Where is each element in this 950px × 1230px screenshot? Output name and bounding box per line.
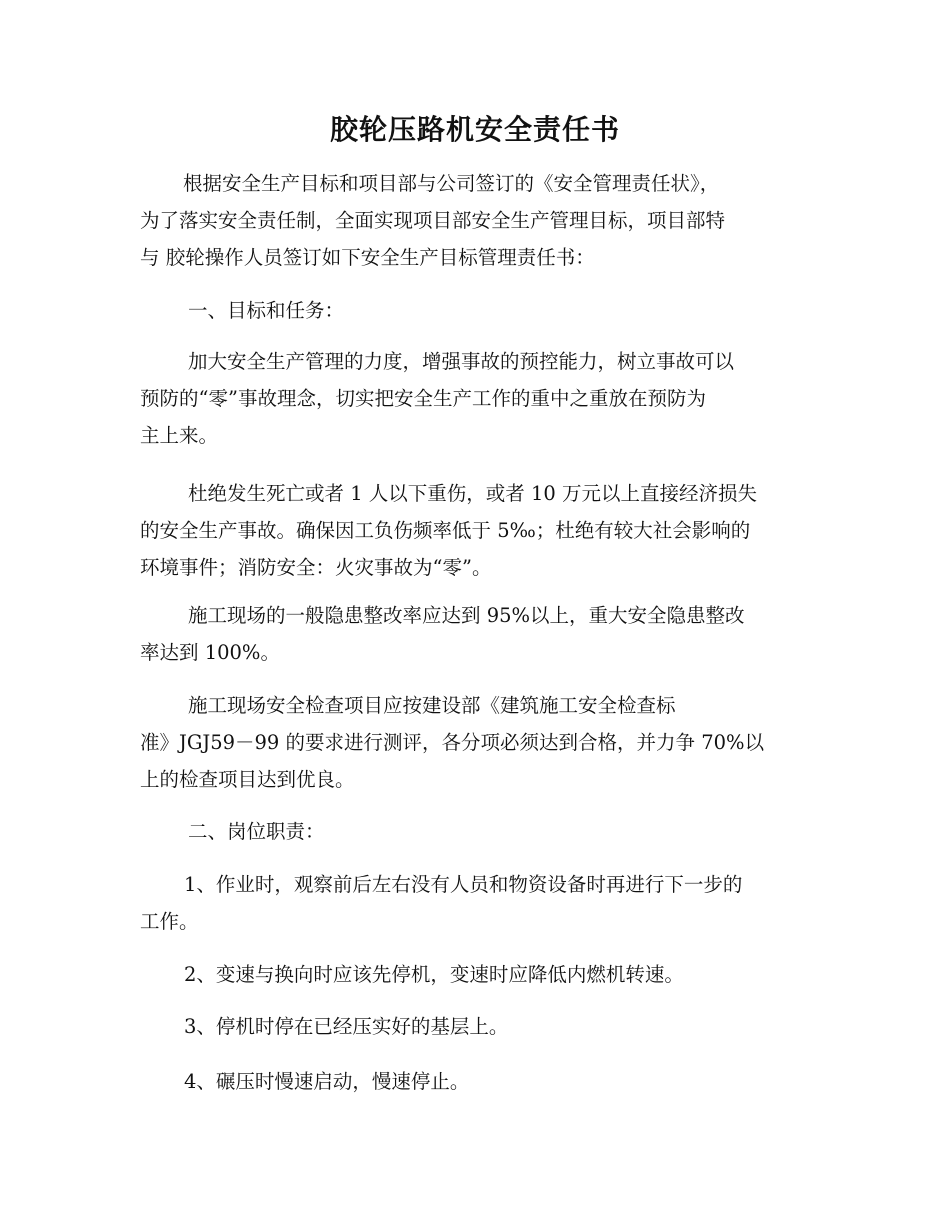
section-heading-duties (140, 813, 820, 850)
paragraph-line: 的安全生产事故。确保因工负伤频率低于 5‰；杜绝有较大社会影响的 (140, 519, 751, 542)
paragraph-line: 与 胶轮操作人员签订如下安全生产目标管理责任书： (140, 246, 595, 269)
paragraph-line: 预防的“零”事故理念，切实把安全生产工作的重中之重放在预防为 (140, 387, 706, 410)
duty-item-3 (140, 1008, 820, 1045)
paragraph-line: 根据安全生产目标和项目部与公司签订的《安全管理责任状》， (183, 172, 720, 195)
heading-text: 一、目标和任务： (188, 299, 345, 322)
paragraph-line: 环境事件；消防安全：火灾事故为“零”。 (140, 556, 492, 579)
paragraph-line: 3、停机时停在已经压实好的基层上。 (184, 1015, 509, 1038)
paragraph-line: 1、作业时，观察前后左右没有人员和物资设备时再进行下一步的 (184, 873, 743, 896)
paragraph-line: 工作。 (140, 910, 199, 933)
paragraph-line: 上的检查项目达到优良。 (140, 768, 355, 791)
paragraph-line: 施工现场安全检查项目应按建设部《建筑施工安全检查标 (188, 694, 676, 717)
goal-paragraph-prevention (140, 343, 820, 454)
paragraph-line: 加大安全生产管理的力度，增强事故的预控能力，树立事故可以 (188, 350, 735, 373)
paragraph-line: 2、变速与换向时应该先停机，变速时应降低内燃机转速。 (184, 963, 684, 986)
goal-paragraph-accidents (140, 475, 820, 586)
heading-text: 二、岗位职责： (188, 820, 325, 843)
section-heading-goals (140, 292, 820, 329)
paragraph-line: 4、碾压时慢速启动，慢速停止。 (184, 1070, 470, 1093)
document-title: 胶轮压路机安全责任书 (329, 113, 620, 146)
paragraph-line: 率达到 100%。 (140, 641, 280, 664)
duty-item-1 (140, 866, 820, 940)
paragraph-line: 主上来。 (140, 424, 219, 447)
goal-paragraph-inspection (140, 687, 820, 798)
intro-paragraph (140, 165, 820, 276)
paragraph-line: 准》JGJ59－99 的要求进行测评，各分项必须达到合格，并力争 70%以 (140, 731, 765, 754)
duty-item-4 (140, 1063, 820, 1100)
duty-item-2 (140, 956, 820, 993)
paragraph-line: 为了落实安全责任制，全面实现项目部安全生产管理目标，项目部特 (140, 209, 726, 232)
paragraph-line: 施工现场的一般隐患整改率应达到 95%以上，重大安全隐患整改 (188, 604, 745, 627)
goal-paragraph-hazards (140, 597, 820, 671)
paragraph-line: 杜绝发生死亡或者 1 人以下重伤，或者 10 万元以上直接经济损失 (188, 482, 758, 505)
